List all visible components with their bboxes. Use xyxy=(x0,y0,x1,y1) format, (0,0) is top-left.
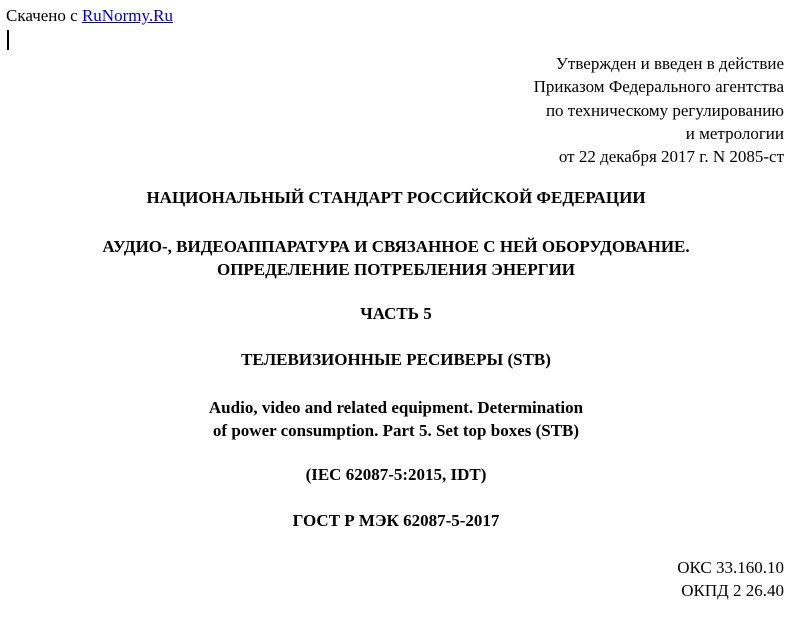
subject-title-line-2: ОПРЕДЕЛЕНИЕ ПОТРЕБЛЕНИЯ ЭНЕРГИИ xyxy=(216,260,576,279)
iec-reference-text: (IEC 62087-5:2015, IDT) xyxy=(305,465,487,484)
national-standard-title-text: НАЦИОНАЛЬНЫЙ СТАНДАРТ РОССИЙСКОЙ ФЕДЕРАЦИИ xyxy=(146,188,646,207)
english-title-line-1: Audio, video and related equipment. Determination xyxy=(208,398,584,417)
source-prefix: Скачено с xyxy=(6,6,78,25)
gost-designation xyxy=(0,511,792,531)
gost-designation-text: ГОСТ Р МЭК 62087-5-2017 xyxy=(292,511,500,530)
english-title xyxy=(0,396,792,442)
english-title-line-2: of power consumption. Part 5. Set top boxes (STB) xyxy=(212,421,580,440)
subject-title xyxy=(0,235,792,281)
oks-code: ОКС 33.160.10 xyxy=(677,558,784,577)
source-link[interactable]: RuNormy.Ru xyxy=(81,6,173,25)
source-line xyxy=(6,6,173,26)
approval-line: по техническому регулированию xyxy=(545,100,784,120)
text-cursor xyxy=(7,30,9,50)
part-title xyxy=(0,350,792,370)
approval-line: от 22 декабря 2017 г. N 2085-ст xyxy=(558,147,784,167)
okpd-code: ОКПД 2 26.40 xyxy=(681,581,784,600)
classification-block xyxy=(677,556,784,602)
approval-block xyxy=(534,52,784,168)
iec-reference xyxy=(0,465,792,485)
part-title-text: ТЕЛЕВИЗИОННЫЕ РЕСИВЕРЫ (STB) xyxy=(241,350,551,369)
subject-title-line-1: АУДИО-, ВИДЕОАППАРАТУРА И СВЯЗАННОЕ С НЕЙ ОБОРУДОВАНИЕ. xyxy=(102,237,690,256)
approval-line: и метрологии xyxy=(685,123,784,143)
national-standard-title xyxy=(0,188,792,208)
approval-line: Приказом Федерального агентства xyxy=(533,77,784,97)
part-number xyxy=(0,304,792,324)
approval-line: Утвержден и введен в действие xyxy=(555,54,784,73)
part-number-text: ЧАСТЬ 5 xyxy=(360,304,432,323)
